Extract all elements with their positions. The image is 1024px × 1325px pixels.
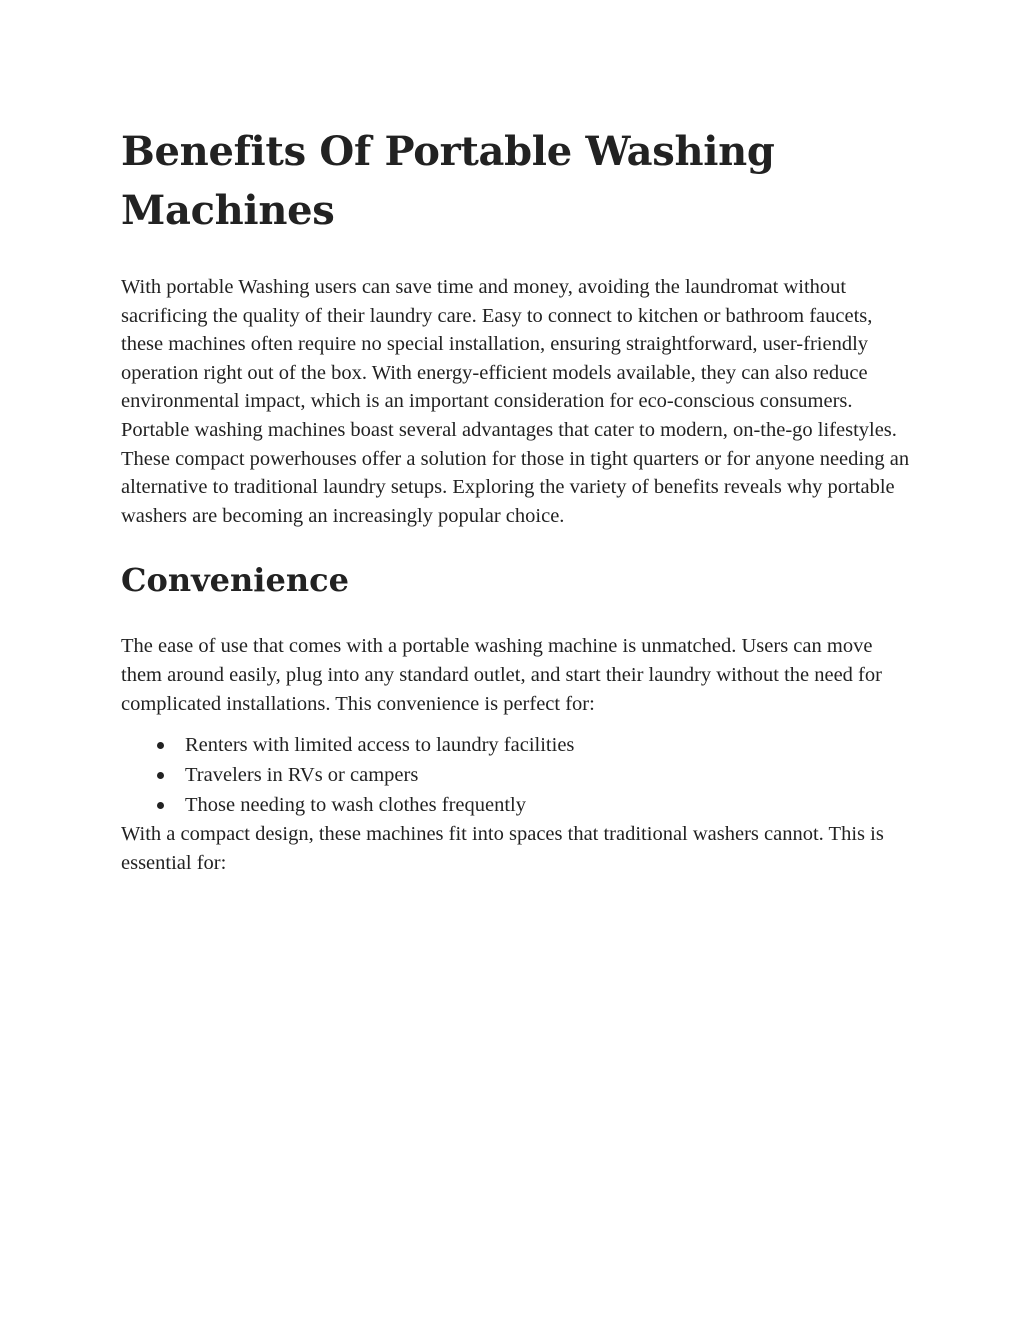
convenience-bullet-list — [121, 730, 911, 820]
list-item-text: Those needing to wash clothes frequently — [185, 794, 527, 817]
bullet-dot-icon — [157, 742, 164, 749]
convenience-paragraph: The ease of use that comes with a portable washing machine is unmatched. Users can move them around easily, plug into any standard outlet, and start their laundry without the need for complicated installations. This convenience is perfect for: — [121, 635, 882, 715]
list-item — [121, 760, 911, 790]
list-item — [121, 730, 911, 760]
list-item — [121, 790, 911, 820]
document-page — [121, 122, 911, 877]
list-item-text: Renters with limited access to laundry facilities — [185, 734, 575, 757]
bullet-dot-icon — [157, 802, 164, 809]
section-heading-convenience: Convenience — [121, 561, 349, 600]
list-item-text: Travelers in RVs or campers — [185, 764, 419, 787]
intro-paragraph: With portable Washing users can save time and money, avoiding the laundromat without sacrificing the quality of their laundry care. Easy to connect to kitchen or bathroom faucets, these machines often require no special installation, ensuring straightforward, user-friendly operation right out of the box. With energy-efficient models available, they can also reduce environmental impact, which is an important consideration for eco-conscious consumers. Portable washing machines boast several advantages that cater to modern, on-the-go lifestyles. These compact powerhouses offer a solution for those in tight quarters or for anyone needing an alternative to traditional laundry setups. Exploring the variety of benefits reveals why portable washers are becoming an increasingly popular choice. — [121, 276, 910, 527]
after-list-paragraph: With a compact design, these machines fit into spaces that traditional washers cannot. This is essential for: — [121, 823, 884, 874]
document-title: Benefits Of Portable Washing Machines — [121, 128, 775, 234]
bullet-dot-icon — [157, 772, 164, 779]
